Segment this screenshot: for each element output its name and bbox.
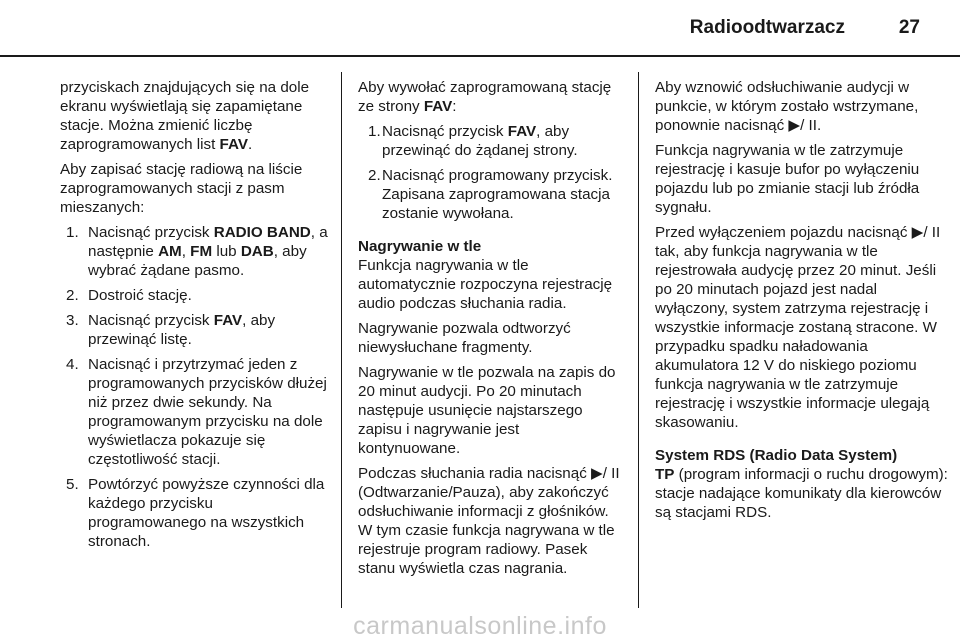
header-rule [0, 55, 960, 57]
paragraph: Aby zapisać stację radiową na liście zaprogramowanych stacji z pasm mieszanych: [60, 161, 303, 216]
page-header [0, 0, 960, 50]
paragraph: Przed wyłączeniem pojazdu nacisnąć ▶/ II tak, aby funkcja nagrywania w tle rejestrowała audycję przez 20 minut. Jeśli po 20 minutach pojazd jest nadal wyłączony, system zatrzyma rejestrację i wszystkie informacje zostaną stracone. W przypadku spadku naładowania akumulatora 12 V do niskiego poziomu funkcja nagrywania w tle zatrzymuje rejestrację i wszystkie informacje ulegają skasowaniu. [655, 224, 941, 431]
column-separator [341, 72, 342, 608]
list-item: 4. Nacisnąć i przytrzymać jeden z programowanych przycisków dłużej niż przez dwie sekundy. Na programowanym przycisku na dole wyświetlacza pokazuje się częstotliwość stacji. [66, 356, 327, 468]
paragraph: Funkcja nagrywania w tle zatrzymuje rejestrację i kasuje bufor po wyłączeniu pojazdu lub po zmianie stacji lub źródła sygnału. [655, 142, 920, 216]
column-separator [638, 72, 639, 608]
section-heading: System RDS (Radio Data System) [655, 447, 898, 464]
list-item: 3. Nacisnąć przycisk FAV, aby przewinąć listę. [66, 312, 276, 348]
paragraph: Nagrywanie w tle pozwala na zapis do 20 minut audycji. Po 20 minutach następuje usunięcie najstarszego zapisu i nagrywanie jest kontynuowane. [358, 364, 616, 457]
column-2 [358, 78, 624, 584]
paragraph: TP (program informacji o ruchu drogowym): stacje nadające komunikaty dla kierowców są stacjami RDS. [655, 466, 948, 521]
paragraph: Nagrywanie pozwala odtworzyć niewysłuchane fragmenty. [358, 320, 571, 356]
paragraph: Podczas słuchania radia nacisnąć ▶/ II (Odtwarzanie/Pauza), aby zakończyć odsłuchiwanie informacji z głośników. W tym czasie funkcja nagrywana w tle rejestruje program radiowy. Pasek stanu wyświetla czas nagrania. [358, 465, 620, 577]
watermark: carmanualsonline.info [353, 612, 607, 640]
list-item: 2. Nacisnąć programowany przycisk. Zapisana zaprogramowana stacja zostanie wywołana. [368, 167, 613, 222]
page-title: Radioodtwarzacz [689, 17, 845, 38]
paragraph: Aby wznowić odsłuchiwanie audycji w punkcie, w którym zostało wstrzymane, ponownie nacisnąć ▶/ II. [655, 79, 919, 134]
play-pause-icon: ▶/ II [788, 117, 817, 134]
steps-list [60, 223, 332, 551]
column-3 [655, 78, 951, 528]
list-item: 1. Nacisnąć przycisk RADIO BAND, a następnie AM, FM lub DAB, aby wybrać żądane pasmo. [66, 224, 328, 279]
play-pause-icon: ▶/ II [591, 465, 620, 482]
paragraph: Funkcja nagrywania w tle automatycznie rozpoczyna rejestrację audio podczas słuchania radia. [358, 257, 613, 312]
play-pause-icon: ▶/ II [911, 224, 941, 241]
list-item: 2. Dostroić stację. [66, 287, 192, 304]
page-number: 27 [898, 17, 920, 38]
paragraph: przyciskach znajdujących się na dole ekranu wyświetlają się zapamiętane stacje. Można zmienić liczbę zaprogramowanych list FAV. [60, 79, 310, 153]
column-1 [60, 78, 332, 557]
paragraph: Aby wywołać zaprogramowaną stację ze strony FAV: [358, 79, 612, 115]
section-heading: Nagrywanie w tle [358, 238, 482, 255]
list-item: 5. Powtórzyć powyższe czynności dla każdego przycisku programowanego na wszystkich stronach. [66, 476, 325, 550]
steps-list [358, 122, 624, 223]
list-item: 1. Nacisnąć przycisk FAV, aby przewinąć do żądanej strony. [368, 123, 578, 159]
